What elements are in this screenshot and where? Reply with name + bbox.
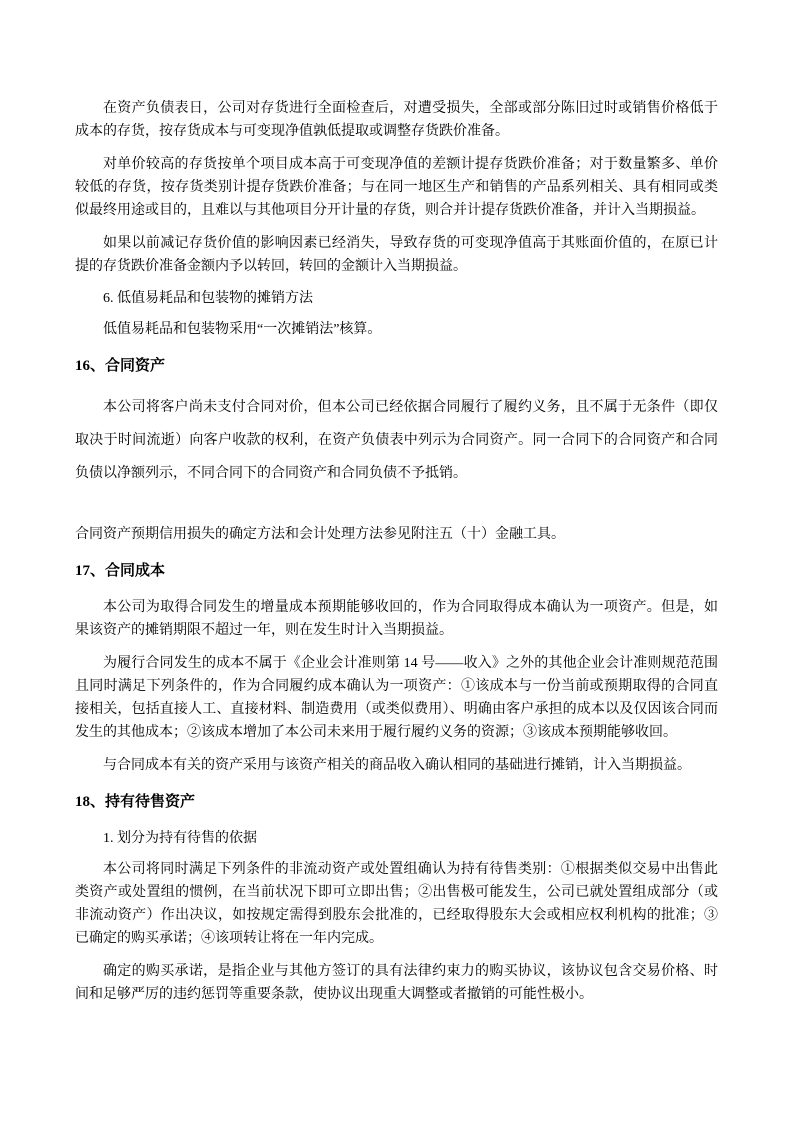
para-inventory-impairment-check: 在资产负债表日，公司对存货进行全面检查后，对遭受损失，全部或部分陈旧过时或销售价格低于成本的存货，按存货成本与可变现净值孰低提取或调整存货跌价准备。 xyxy=(75,101,718,139)
para-firm-purchase-commitment: 确定的购买承诺，是指企业与其他方签订的具有法律约束力的购买协议，该协议包含交易价格、时间和足够严厉的违约惩罚等重要条款，使协议出现重大调整或者撤销的可能性极小。 xyxy=(75,964,718,1002)
para-contract-assets-definition: 本公司将客户尚未支付合同对价，但本公司已经依据合同履行了履约义务，且不属于无条件（即仅取决于时间流逝）向客户收款的权利，在资产负债表中列示为合同资产。同一合同下的合同资产和合同负债以净额列示，不同合同下的合同资产和合同负债不予抵销。 xyxy=(75,400,718,481)
para-inventory-provision-reversal: 如果以前减记存货价值的影响因素已经消失，导致存货的可变现净值高于其账面价值的，在原已计提的存货跌价准备金额内予以转回，转回的金额计入当期损益。 xyxy=(75,236,718,274)
item-low-value-consumables-heading: 6. 低值易耗品和包装物的摊销方法 xyxy=(103,291,313,306)
para-contract-acquisition-costs: 本公司为取得合同发生的增量成本预期能够收回的，作为合同取得成本确认为一项资产。但是，如果该资产的摊销期限不超过一年，则在发生时计入当期损益。 xyxy=(75,600,718,638)
section-heading-18-held-for-sale-assets: 18、持有待售资产 xyxy=(75,794,196,810)
para-contract-assets-ecl-reference: 合同资产预期信用损失的确定方法和会计处理方法参见附注五（十）金融工具。 xyxy=(75,527,565,542)
item-held-for-sale-classification-basis: 1. 划分为持有待售的依据 xyxy=(103,831,257,846)
para-contract-fulfillment-costs: 为履行合同发生的成本不属于《企业会计准则第 14 号——收入》之外的其他企业会计准则规范范围且同时满足下列条件的，作为合同履约成本确认为一项资产：①该成本与一份当前或预期取得的合同直接相关，包括直接人工、直接材料、制造费用（或类似费用）、明确由客户承担的成本以及仅因该合同而发生的其他成本；②该成本增加了本公司未来用于履行履约义务的资源；③该成本预期能够收回。 xyxy=(75,656,718,740)
section-heading-17-contract-costs: 17、合同成本 xyxy=(75,563,166,579)
para-held-for-sale-criteria: 本公司将同时满足下列条件的非流动资产或处置组确认为持有待售类别：①根据类似交易中出售此类资产或处置组的惯例，在当前状况下即可立即出售；②出售极可能发生，公司已就处置组成部分（或非流动资产）作出决议，如按规定需得到股东会批准的，已经取得股东大会或相应权利机构的批准；③已确定的购买承诺；④该项转让将在一年内完成。 xyxy=(75,862,718,946)
para-inventory-provision-method: 对单价较高的存货按单个项目成本高于可变现净值的差额计提存货跌价准备；对于数量繁多、单价较低的存货，按存货类别计提存货跌价准备；与在同一地区生产和销售的产品系列相关、具有相同或类似最终用途或目的，且难以与其他项目分开计量的存货，则合并计提存货跌价准备，并计入当期损益。 xyxy=(75,157,718,218)
section-heading-16-contract-assets: 16、合同资产 xyxy=(75,358,166,374)
para-contract-cost-amortization: 与合同成本有关的资产采用与该资产相关的商品收入确认相同的基础进行摊销，计入当期损益。 xyxy=(103,758,691,773)
para-low-value-consumables-method: 低值易耗品和包装物采用“一次摊销法”核算。 xyxy=(103,322,382,337)
